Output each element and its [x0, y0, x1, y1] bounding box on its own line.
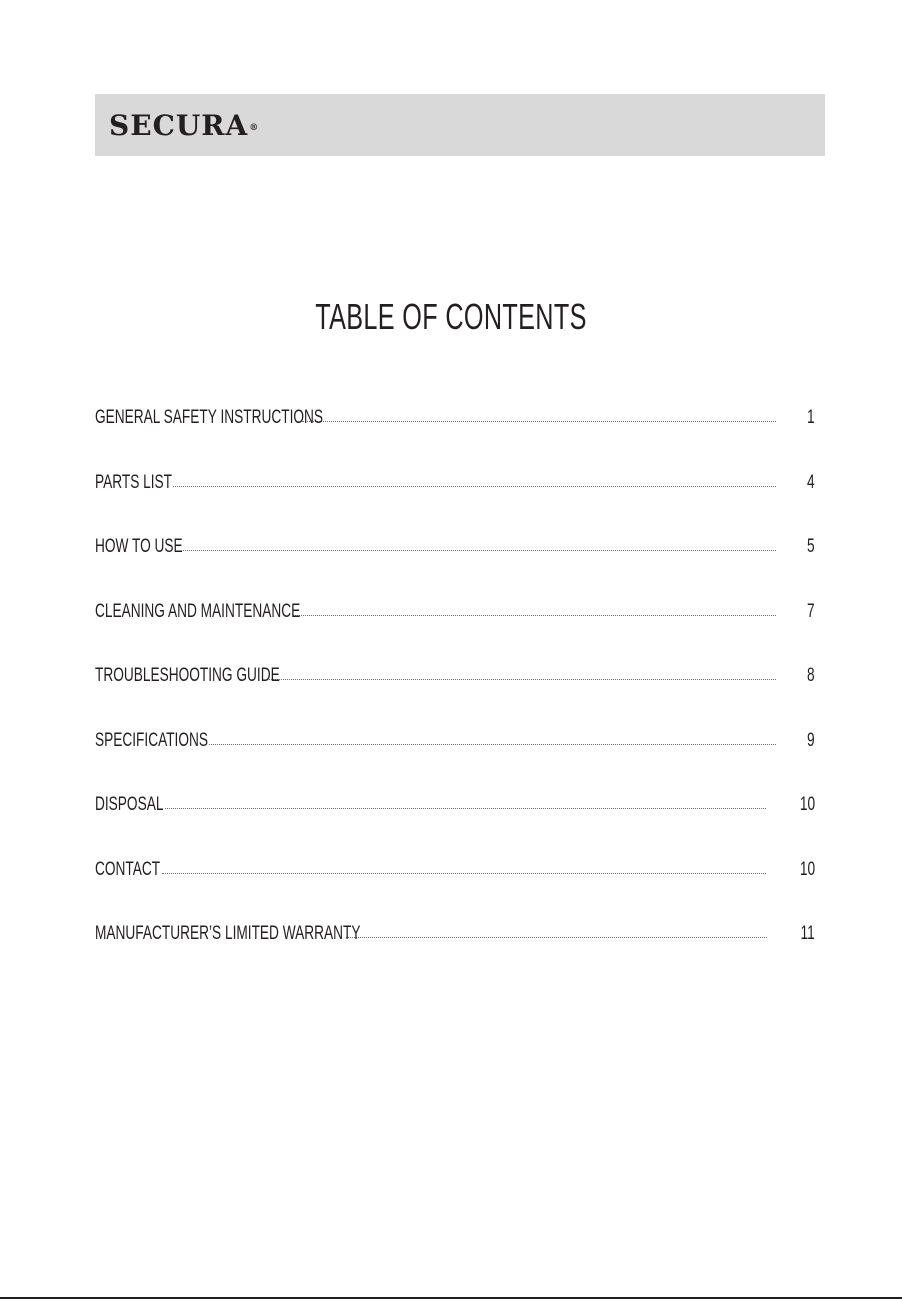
toc-entry-contact[interactable] — [95, 854, 815, 919]
toc-entry-title: SPECIFICATIONS — [95, 729, 209, 751]
toc-entry-page: 8 — [807, 665, 815, 686]
brand-logo — [109, 109, 258, 143]
toc-entry-how-to-use[interactable] — [95, 531, 815, 596]
registered-mark: ® — [249, 123, 259, 133]
dotted-leader — [173, 486, 776, 487]
toc-entry-title: CONTACT — [95, 858, 161, 880]
dotted-leader — [162, 873, 766, 874]
toc-entry-troubleshooting[interactable] — [95, 660, 815, 725]
toc-entry-page: 5 — [807, 536, 815, 557]
toc-entry-title: TROUBLESHOOTING GUIDE — [95, 665, 280, 686]
header-band — [95, 94, 825, 156]
toc-entry-warranty[interactable] — [95, 918, 815, 983]
toc-entry-page: 7 — [807, 600, 815, 622]
toc-entry-title: CLEANING AND MAINTENANCE — [95, 600, 301, 622]
toc-entry-page: 11 — [800, 923, 815, 944]
toc-entry-page: 10 — [799, 858, 815, 880]
toc-entry-specifications[interactable] — [95, 725, 815, 790]
dotted-leader — [293, 615, 776, 616]
toc-entry-general-safety[interactable] — [95, 402, 815, 467]
dotted-leader — [302, 421, 776, 422]
toc-entry-cleaning[interactable] — [95, 596, 815, 661]
toc-entry-page: 9 — [807, 729, 815, 751]
toc-entry-title: GENERAL SAFETY INSTRUCTIONS — [95, 407, 324, 428]
dotted-leader — [346, 937, 767, 938]
toc-entry-title: HOW TO USE — [95, 536, 183, 557]
dotted-leader — [183, 550, 776, 551]
toc-entry-page: 10 — [799, 794, 815, 815]
toc-entry-page: 1 — [807, 407, 815, 428]
toc-entry-title: DISPOSAL — [95, 794, 164, 815]
toc-entry-parts-list[interactable] — [95, 467, 815, 532]
toc-list — [95, 402, 815, 983]
toc-entry-disposal[interactable] — [95, 789, 815, 854]
toc-entry-title: MANUFACTURER’S LIMITED WARRANTY — [95, 923, 361, 944]
toc-entry-title: PARTS LIST — [95, 471, 173, 493]
dotted-leader — [267, 679, 776, 680]
dotted-leader — [209, 744, 776, 745]
toc-entry-page: 4 — [807, 471, 815, 493]
brand-name: SECURA — [109, 109, 249, 142]
dotted-leader — [165, 808, 766, 809]
toc-title: TABLE OF CONTENTS — [315, 296, 587, 337]
